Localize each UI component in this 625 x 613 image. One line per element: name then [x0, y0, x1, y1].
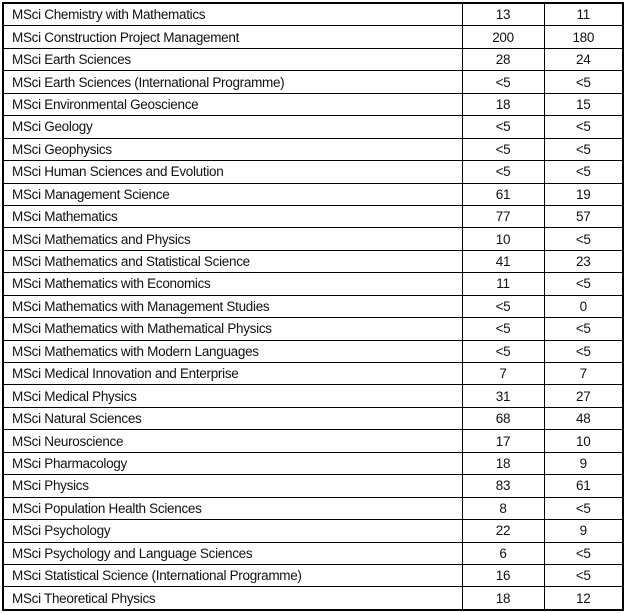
- programme-cell: MSci Neuroscience: [3, 430, 462, 452]
- programme-cell: MSci Environmental Geoscience: [3, 93, 462, 115]
- value2-cell: <5: [544, 138, 623, 160]
- value2-cell: 24: [544, 48, 623, 70]
- programme-cell: MSci Pharmacology: [3, 452, 462, 474]
- value1-cell: 77: [462, 205, 544, 227]
- value2-cell: 27: [544, 385, 623, 407]
- table-row: [3, 385, 623, 407]
- programme-cell: MSci Medical Innovation and Enterprise: [3, 363, 462, 385]
- table-row: [3, 138, 623, 160]
- value1-cell: 16: [462, 564, 544, 586]
- programme-cell: MSci Earth Sciences (International Programme): [3, 71, 462, 93]
- value2-cell: 0: [544, 295, 623, 317]
- value2-cell: 19: [544, 183, 623, 205]
- value2-cell: <5: [544, 161, 623, 183]
- value1-cell: <5: [462, 116, 544, 138]
- programme-cell: MSci Geology: [3, 116, 462, 138]
- programme-cell: MSci Physics: [3, 475, 462, 497]
- value1-cell: 61: [462, 183, 544, 205]
- programme-cell: MSci Psychology and Language Sciences: [3, 542, 462, 564]
- table-row: [3, 93, 623, 115]
- table-row: [3, 430, 623, 452]
- programme-cell: MSci Geophysics: [3, 138, 462, 160]
- value1-cell: 8: [462, 497, 544, 519]
- programme-cell: MSci Population Health Sciences: [3, 497, 462, 519]
- programme-cell: MSci Construction Project Management: [3, 26, 462, 48]
- value1-cell: <5: [462, 295, 544, 317]
- table-row: [3, 497, 623, 519]
- value1-cell: 83: [462, 475, 544, 497]
- table-body: [3, 3, 623, 610]
- table-row: [3, 228, 623, 250]
- value1-cell: 31: [462, 385, 544, 407]
- value1-cell: <5: [462, 138, 544, 160]
- value2-cell: 61: [544, 475, 623, 497]
- value2-cell: <5: [544, 228, 623, 250]
- table-row: [3, 183, 623, 205]
- table-row: [3, 475, 623, 497]
- table-row: [3, 363, 623, 385]
- table-row: [3, 161, 623, 183]
- programme-cell: MSci Earth Sciences: [3, 48, 462, 70]
- value1-cell: 11: [462, 273, 544, 295]
- table-row: [3, 26, 623, 48]
- value2-cell: 57: [544, 205, 623, 227]
- value2-cell: 23: [544, 250, 623, 272]
- value1-cell: 200: [462, 26, 544, 48]
- value2-cell: <5: [544, 273, 623, 295]
- programme-cell: MSci Mathematics with Management Studies: [3, 295, 462, 317]
- value2-cell: 12: [544, 587, 623, 610]
- value1-cell: <5: [462, 161, 544, 183]
- value1-cell: 18: [462, 93, 544, 115]
- table-row: [3, 273, 623, 295]
- value1-cell: 17: [462, 430, 544, 452]
- programme-cell: MSci Chemistry with Mathematics: [3, 3, 462, 26]
- table-row: [3, 205, 623, 227]
- table-row: [3, 587, 623, 610]
- value1-cell: 13: [462, 3, 544, 26]
- value1-cell: 10: [462, 228, 544, 250]
- value2-cell: 180: [544, 26, 623, 48]
- value2-cell: <5: [544, 542, 623, 564]
- value1-cell: <5: [462, 318, 544, 340]
- value2-cell: <5: [544, 340, 623, 362]
- value1-cell: <5: [462, 340, 544, 362]
- programme-data-table: [2, 2, 624, 611]
- value2-cell: 10: [544, 430, 623, 452]
- value1-cell: 6: [462, 542, 544, 564]
- value2-cell: 7: [544, 363, 623, 385]
- table-row: [3, 452, 623, 474]
- table-row: [3, 340, 623, 362]
- programme-cell: MSci Management Science: [3, 183, 462, 205]
- value2-cell: 48: [544, 407, 623, 429]
- programme-cell: MSci Theoretical Physics: [3, 587, 462, 610]
- programme-cell: MSci Mathematics with Modern Languages: [3, 340, 462, 362]
- table-row: [3, 250, 623, 272]
- programme-cell: MSci Mathematics with Economics: [3, 273, 462, 295]
- table-row: [3, 3, 623, 26]
- table-row: [3, 116, 623, 138]
- table-row: [3, 520, 623, 542]
- programme-cell: MSci Statistical Science (International Programme): [3, 564, 462, 586]
- value2-cell: <5: [544, 71, 623, 93]
- value1-cell: <5: [462, 71, 544, 93]
- programme-cell: MSci Psychology: [3, 520, 462, 542]
- programme-cell: MSci Mathematics and Statistical Science: [3, 250, 462, 272]
- table-row: [3, 48, 623, 70]
- value2-cell: <5: [544, 318, 623, 340]
- table-row: [3, 564, 623, 586]
- value2-cell: 15: [544, 93, 623, 115]
- value2-cell: <5: [544, 564, 623, 586]
- programme-cell: MSci Mathematics and Physics: [3, 228, 462, 250]
- programme-cell: MSci Mathematics: [3, 205, 462, 227]
- value1-cell: 68: [462, 407, 544, 429]
- value2-cell: 11: [544, 3, 623, 26]
- value1-cell: 18: [462, 452, 544, 474]
- value1-cell: 18: [462, 587, 544, 610]
- value1-cell: 7: [462, 363, 544, 385]
- programme-cell: MSci Medical Physics: [3, 385, 462, 407]
- value1-cell: 28: [462, 48, 544, 70]
- table-row: [3, 71, 623, 93]
- value2-cell: 9: [544, 520, 623, 542]
- table-row: [3, 295, 623, 317]
- table-row: [3, 407, 623, 429]
- programme-cell: MSci Human Sciences and Evolution: [3, 161, 462, 183]
- value2-cell: 9: [544, 452, 623, 474]
- value2-cell: <5: [544, 116, 623, 138]
- table-row: [3, 542, 623, 564]
- value2-cell: <5: [544, 497, 623, 519]
- value1-cell: 22: [462, 520, 544, 542]
- programme-cell: MSci Natural Sciences: [3, 407, 462, 429]
- programme-cell: MSci Mathematics with Mathematical Physics: [3, 318, 462, 340]
- value1-cell: 41: [462, 250, 544, 272]
- table-row: [3, 318, 623, 340]
